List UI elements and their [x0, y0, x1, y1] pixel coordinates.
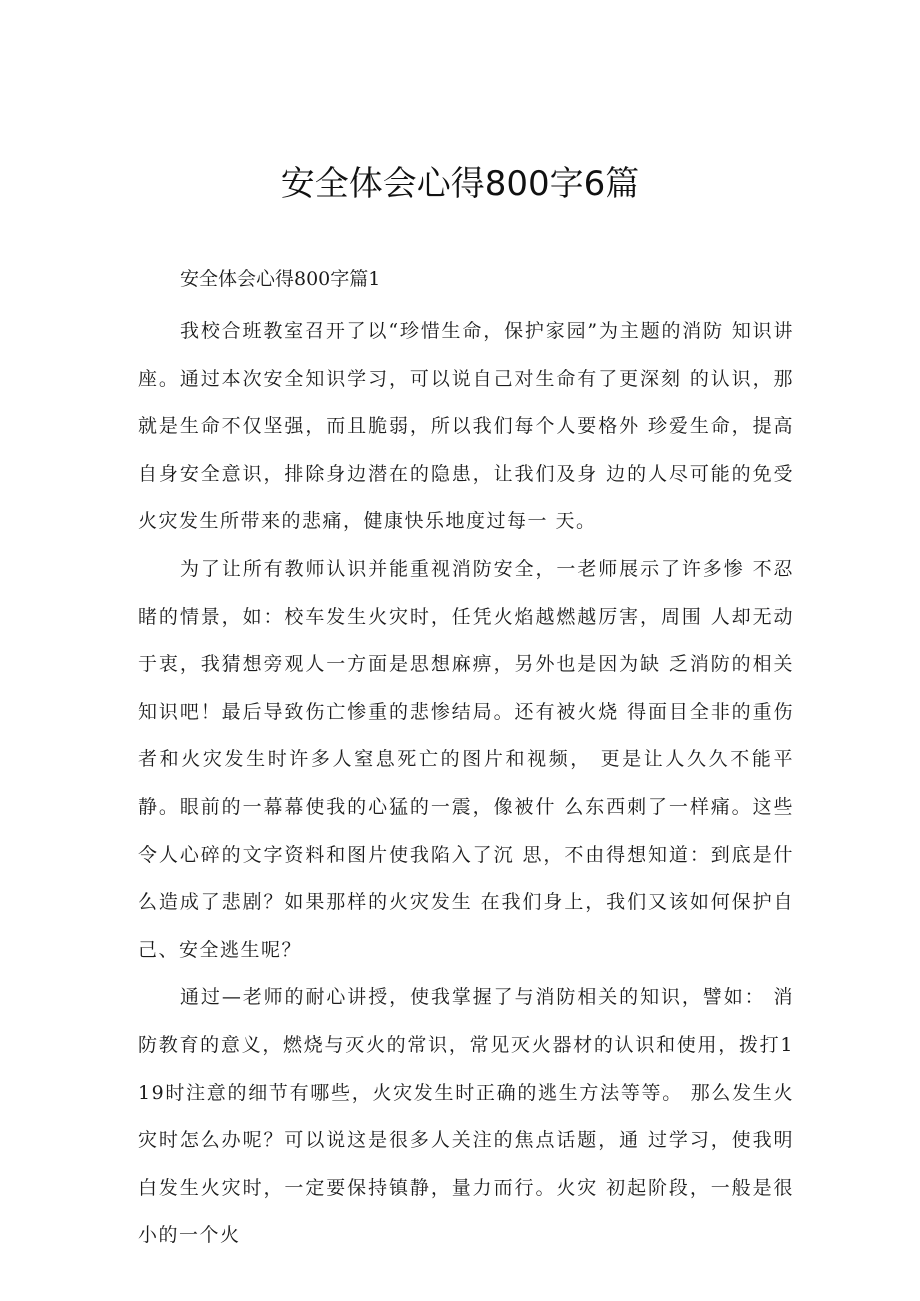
paragraph: 通过—老师的耐心讲授，使我掌握了与消防相关的知识，譬如： 消防教育的意义，燃烧与灭火的常识，常见灭火器材的认识和使用，拨打119时注意的细节有哪些，火灾发生时正确的逃生方法等等。 那么发生火灾时怎么办呢？可以说这是很多人关注的焦点话题，通 过学习，使我明白发生火灾时，一定要保持镇静，量力而行。火灾 初起阶段，一般是很小的一个火 [138, 986, 794, 1247]
section-heading: 安全体会心得800字篇1 [180, 268, 381, 290]
document-title: 安全体会心得800字6篇 [280, 164, 640, 204]
document-body [138, 308, 794, 1260]
paragraph: 我校合班教室召开了以“珍惜生命，保护家园”为主题的消防 知识讲座。通过本次安全知识学习，可以说自己对生命有了更深刻 的认识，那就是生命不仅坚强，而且脆弱，所以我们每个人要格外 珍爱生命，提高自身安全意识，排除身边潜在的隐患，让我们及身 边的人尽可能的免受火灾发生所带来的悲痛，健康快乐地度过每一 天。 [138, 320, 794, 533]
paragraph: 为了让所有教师认识并能重视消防安全，一老师展示了许多惨 不忍睹的情景，如：校车发生火灾时，任凭火焰越燃越厉害，周围 人却无动于衷，我猜想旁观人一方面是思想麻痹，另外也是因为缺 乏消防的相关知识吧！最后导致伤亡惨重的悲惨结局。还有被火烧 得面目全非的重伤者和火灾发生时许多人窒息死亡的图片和视频， 更是让人久久不能平静。眼前的一幕幕使我的心猛的一震，像被什 么东西刺了一样痛。这些令人心碎的文字资料和图片使我陷入了沉 思，不由得想知道：到底是什么造成了悲剧？如果那样的火灾发生 在我们身上，我们又该如何保护自己、安全逃生呢？ [138, 557, 794, 961]
